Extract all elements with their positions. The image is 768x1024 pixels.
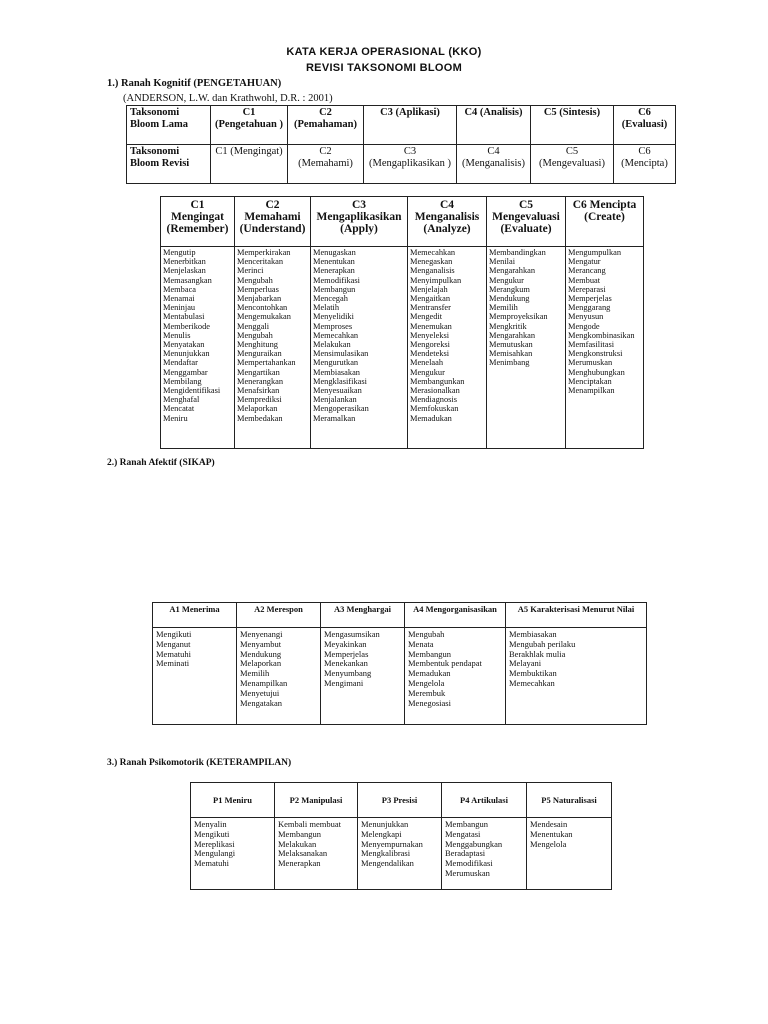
verb-item: Mentransfer	[410, 303, 451, 313]
verb-item: Melayani	[509, 659, 542, 669]
verb-item: Mengukur	[410, 367, 445, 377]
verb-item: Menata	[408, 639, 434, 649]
verb-item: Menjabarkan	[237, 294, 282, 304]
verb-item: Mengikuti	[156, 630, 192, 639]
verb-item: Mengubah	[237, 330, 273, 340]
bloom-old-c1: C1 (Pengetahuan )	[211, 106, 288, 145]
verb-item: Menunjukkan	[163, 349, 210, 359]
verb-item: Mereparasi	[568, 284, 606, 294]
verb-item: Mengklasifikasi	[313, 376, 367, 386]
verb-item: Mentabulasi	[163, 312, 205, 322]
verb-item: Membangunkan	[410, 376, 465, 386]
page-title-line-2: REVISI TAKSONOMI BLOOM	[305, 62, 463, 74]
verb-item: Menggali	[237, 321, 270, 331]
verb-item: Mengurutkan	[313, 358, 359, 368]
verb-item: Menyenangi	[240, 630, 283, 639]
verb-item: Mengkombinasikan	[568, 330, 635, 340]
verb-item: Mengutip	[163, 248, 196, 257]
verb-item: Menggabungkan	[445, 839, 503, 849]
verb-item: Membiasakan	[509, 630, 557, 639]
verb-item: Menimbang	[489, 358, 530, 368]
verb-item: Mengatakan	[240, 698, 283, 708]
verb-item: Memecahkan	[410, 248, 456, 257]
verb-item: Mengukur	[489, 275, 524, 285]
verb-item: Menegosiasi	[408, 698, 451, 708]
verb-item: Melaksanakan	[278, 849, 328, 859]
header-c2: C2 Memahami (Understand)	[235, 197, 311, 247]
verb-item: Meminati	[156, 659, 190, 669]
verb-item: Mengarahkan	[489, 330, 536, 340]
verb-item: Menafsirkan	[237, 386, 280, 396]
header-p5: P5 Naturalisasi	[527, 783, 612, 818]
verb-item: Mengedit	[410, 312, 443, 322]
verb-item: Mendeteksi	[410, 349, 450, 359]
verbs-a3	[321, 628, 405, 725]
verb-item: Menyempurnakan	[361, 839, 423, 849]
verb-item: Memecahkan	[313, 330, 359, 340]
affective-verb-table	[152, 602, 647, 725]
verb-item: Menampilkan	[568, 386, 615, 396]
verb-item: Menerapkan	[313, 266, 355, 276]
verbs-p5	[527, 818, 612, 890]
verbs-c5	[487, 247, 566, 449]
verb-item: Memadukan	[408, 669, 451, 679]
verb-item: Memilih	[489, 303, 518, 313]
verbs-a5	[506, 628, 647, 725]
bloom-revised-c3: C3 (Mengaplikasikan )	[364, 145, 457, 184]
verb-item: Merumuskan	[568, 358, 613, 368]
verb-item: Mengoreksi	[410, 340, 451, 350]
verb-item: Membangun	[313, 284, 356, 294]
verb-item: Melakukan	[278, 839, 317, 849]
verb-item: Menyumbang	[324, 669, 372, 679]
bloom-revised-c2: C2 (Memahami)	[288, 145, 364, 184]
verb-item: Menyatakan	[163, 340, 205, 350]
bloom-old-row	[127, 106, 676, 145]
verb-item: Menceritakan	[237, 257, 284, 267]
psychomotor-body-row	[191, 818, 612, 890]
bloom-revised-c1: C1 (Mengingat)	[211, 145, 288, 184]
verb-item: Menunjukkan	[361, 820, 409, 829]
verb-item: Memilih	[240, 669, 270, 679]
bloom-revised-label: Taksonomi Bloom Revisi	[127, 145, 211, 184]
verb-item: Merembuk	[408, 688, 446, 698]
verb-item: Membilang	[163, 376, 202, 386]
verb-item: Menekankan	[324, 659, 368, 669]
header-c6: C6 Mencipta (Create)	[566, 197, 644, 247]
verb-item: Memberikode	[163, 321, 210, 331]
verb-item: Menyeleksi	[410, 330, 450, 340]
verb-item: Menugaskan	[313, 248, 356, 257]
verb-item: Menentukan	[530, 829, 573, 839]
psychomotor-verb-table	[190, 782, 612, 890]
verb-item: Merancang	[568, 266, 606, 276]
verb-item: Mendiagnosis	[410, 395, 457, 405]
verb-item: Menamai	[163, 294, 195, 304]
verb-item: Merangkum	[489, 284, 530, 294]
verb-item: Membandingkan	[489, 248, 546, 257]
verb-item: Mengikuti	[194, 829, 230, 839]
verb-item: Membangun	[445, 820, 488, 829]
verb-item: Membuktikan	[509, 669, 557, 679]
verb-item: Menjalankan	[313, 395, 357, 405]
header-c4: C4 Menganalisis (Analyze)	[408, 197, 487, 247]
header-p2: P2 Manipulasi	[275, 783, 358, 818]
verb-item: Mengode	[568, 321, 600, 331]
verb-item: Merinci	[237, 266, 264, 276]
bloom-revised-c4: C4 (Menganalisis)	[457, 145, 531, 184]
verb-item: Kembali membuat	[278, 820, 342, 829]
header-p3: P3 Presisi	[358, 783, 442, 818]
verb-item: Mengelola	[408, 678, 445, 688]
section-1-source: (ANDERSON, L.W. dan Krathwohl, D.R. : 2001)	[123, 93, 333, 104]
verb-item: Menampilkan	[240, 678, 288, 688]
verb-item: Menilai	[489, 257, 516, 267]
verb-item: Memodifikasi	[445, 859, 493, 869]
verb-item: Memfokuskan	[410, 404, 459, 414]
verb-item: Mengkalibrasi	[361, 849, 411, 859]
verb-item: Membiasakan	[313, 367, 360, 377]
verb-item: Menemukan	[410, 321, 452, 331]
header-a5: A5 Karakterisasi Menurut Nilai	[506, 603, 647, 628]
verbs-a4	[405, 628, 506, 725]
bloom-old-c2: C2 (Pemahaman)	[288, 106, 364, 145]
verb-item: Mengkritik	[489, 321, 527, 331]
bloom-revised-c6: C6 (Mencipta)	[614, 145, 676, 184]
bloom-old-c5: C5 (Sintesis)	[531, 106, 614, 145]
cognitive-body-row	[161, 247, 644, 449]
verbs-p3	[358, 818, 442, 890]
verb-item: Menyambut	[240, 639, 282, 649]
verb-item: Beradaptasi	[445, 849, 486, 859]
verbs-a2	[237, 628, 321, 725]
verb-item: Menjelajah	[410, 284, 448, 294]
verb-item: Menerbitkan	[163, 257, 206, 267]
verbs-p4	[442, 818, 527, 890]
verb-item: Mengatur	[568, 257, 601, 267]
verb-item: Memprediksi	[237, 395, 282, 405]
header-p1: P1 Meniru	[191, 783, 275, 818]
verb-item: Mengemukakan	[237, 312, 291, 322]
verb-item: Menyimpulkan	[410, 275, 462, 285]
verbs-c6	[566, 247, 644, 449]
verb-item: Menghafal	[163, 395, 200, 405]
verb-item: Mengkonstruksi	[568, 349, 623, 359]
verb-item: Menyelidiki	[313, 312, 354, 322]
verb-item: Mengoperasikan	[313, 404, 369, 414]
verb-item: Memadukan	[410, 413, 452, 423]
verb-item: Menerapkan	[278, 859, 321, 869]
verb-item: Menerangkan	[237, 376, 284, 386]
verb-item: Menyesuaikan	[313, 386, 362, 396]
verb-item: Menggambar	[163, 367, 208, 377]
bloom-old-label: Taksonomi Bloom Lama	[127, 106, 211, 145]
verb-item: Mengubah perilaku	[509, 639, 576, 649]
verbs-c3	[311, 247, 408, 449]
verb-item: Mensimulasikan	[313, 349, 369, 359]
verbs-p1	[191, 818, 275, 890]
verb-item: Menentukan	[313, 257, 355, 267]
verbs-c4	[408, 247, 487, 449]
cognitive-verb-table	[160, 196, 644, 449]
header-a2: A2 Merespon	[237, 603, 321, 628]
verb-item: Menyalin	[194, 820, 227, 829]
verb-item: Memperkirakan	[237, 248, 291, 257]
verb-item: Mematuhi	[194, 859, 229, 869]
verb-item: Memutuskan	[489, 340, 533, 350]
header-p4: P4 Artikulasi	[442, 783, 527, 818]
verb-item: Melaporkan	[237, 404, 278, 414]
verb-item: Membangun	[278, 829, 321, 839]
verbs-c2	[235, 247, 311, 449]
verb-item: Memperjelas	[324, 649, 369, 659]
verb-item: Mengartikan	[237, 367, 280, 377]
verb-item: Menciptakan	[568, 376, 612, 386]
header-a3: A3 Menghargai	[321, 603, 405, 628]
verb-item: Mengulangi	[194, 849, 236, 859]
bloom-revised-row	[127, 145, 676, 184]
verb-item: Memfasilitasi	[568, 340, 615, 350]
verb-item: Mendukung	[489, 294, 530, 304]
verb-item: Mempertahankan	[237, 358, 296, 368]
verb-item: Mengendalikan	[361, 859, 414, 869]
verb-item: Meninjau	[163, 303, 196, 313]
verb-item: Menyetujui	[240, 688, 280, 698]
verb-item: Menulis	[163, 330, 191, 340]
verb-item: Mengaitkan	[410, 294, 451, 304]
verb-item: Memproyeksikan	[489, 312, 548, 322]
verb-item: Melatih	[313, 303, 340, 313]
psychomotor-header-row	[191, 783, 612, 818]
bloom-old-c6: C6 (Evaluasi)	[614, 106, 676, 145]
verb-item: Menelaah	[410, 358, 444, 368]
header-c1: C1 Mengingat (Remember)	[161, 197, 235, 247]
verbs-a1	[153, 628, 237, 725]
verbs-c1	[161, 247, 235, 449]
header-a4: A4 Mengorganisasikan	[405, 603, 506, 628]
verb-item: Menganalisis	[410, 266, 455, 276]
verb-item: Menyusun	[568, 312, 604, 322]
bloom-old-c4: C4 (Analisis)	[457, 106, 531, 145]
verb-item: Mematuhi	[156, 649, 191, 659]
verb-item: Mencontohkan	[237, 303, 288, 313]
verb-item: Menjelaskan	[163, 266, 206, 276]
verb-item: Memperluas	[237, 284, 279, 294]
verb-item: Berakhlak mulia	[509, 649, 566, 659]
header-c5: C5 Mengevaluasi (Evaluate)	[487, 197, 566, 247]
verb-item: Meniru	[163, 413, 188, 423]
bloom-comparison-table	[126, 105, 676, 184]
verb-item: Mencatat	[163, 404, 195, 414]
verb-item: Menegaskan	[410, 257, 453, 267]
verb-item: Memperjelas	[568, 294, 612, 304]
cognitive-header-row	[161, 197, 644, 247]
verb-item: Melakukan	[313, 340, 351, 350]
verb-item: Menghubungkan	[568, 367, 625, 377]
section-2-heading: 2.) Ranah Afektif (SIKAP)	[107, 458, 215, 468]
verb-item: Memecahkan	[509, 678, 555, 688]
verb-item: Memisahkan	[489, 349, 533, 359]
verb-item: Menguraikan	[237, 349, 282, 359]
verb-item: Mengubah	[408, 630, 445, 639]
page-title-line-1: KATA KERJA OPERASIONAL (KKO)	[286, 46, 482, 58]
verb-item: Mendesain	[530, 820, 568, 829]
section-1-heading: 1.) Ranah Kognitif (PENGETAHUAN)	[107, 78, 282, 89]
verb-item: Membangun	[408, 649, 451, 659]
verb-item: Menggarang	[568, 303, 611, 313]
verb-item: Mengimani	[324, 678, 364, 688]
section-3-heading: 3.) Ranah Psikomotorik (KETERAMPILAN)	[107, 758, 292, 768]
verb-item: Memproses	[313, 321, 353, 331]
verb-item: Membuat	[568, 275, 601, 285]
verb-item: Membaca	[163, 284, 197, 294]
verb-item: Mengelola	[530, 839, 567, 849]
verb-item: Mendaftar	[163, 358, 198, 368]
verb-item: Melaporkan	[240, 659, 282, 669]
verb-item: Mendukung	[240, 649, 282, 659]
verb-item: Mereplikasi	[194, 839, 235, 849]
bloom-revised-c5: C5 (Mengevaluasi)	[531, 145, 614, 184]
verb-item: Melengkapi	[361, 829, 402, 839]
verb-item: Mengatasi	[445, 829, 481, 839]
verb-item: Mengarahkan	[489, 266, 536, 276]
verb-item: Memasangkan	[163, 275, 212, 285]
verb-item: Mengumpulkan	[568, 248, 622, 257]
header-a1: A1 Menerima	[153, 603, 237, 628]
verb-item: Menganut	[156, 639, 191, 649]
header-c3: C3 Mengaplikasikan (Apply)	[311, 197, 408, 247]
verb-item: Mencegah	[313, 294, 348, 304]
affective-header-row	[153, 603, 647, 628]
verb-item: Mengidentifikasi	[163, 386, 221, 396]
verb-item: Membentuk pendapat	[408, 659, 482, 669]
verb-item: Menghitung	[237, 340, 278, 350]
bloom-old-c3: C3 (Aplikasi)	[364, 106, 457, 145]
verb-item: Meyakinkan	[324, 639, 367, 649]
verb-item: Merumuskan	[445, 868, 490, 878]
verb-item: Membedakan	[237, 413, 283, 423]
verb-item: Mengasumsikan	[324, 630, 380, 639]
verb-item: Meramalkan	[313, 413, 356, 423]
verbs-p2	[275, 818, 358, 890]
verb-item: Mengubah	[237, 275, 273, 285]
verb-item: Memodifikasi	[313, 275, 360, 285]
verb-item: Merasionalkan	[410, 386, 460, 396]
affective-body-row	[153, 628, 647, 725]
